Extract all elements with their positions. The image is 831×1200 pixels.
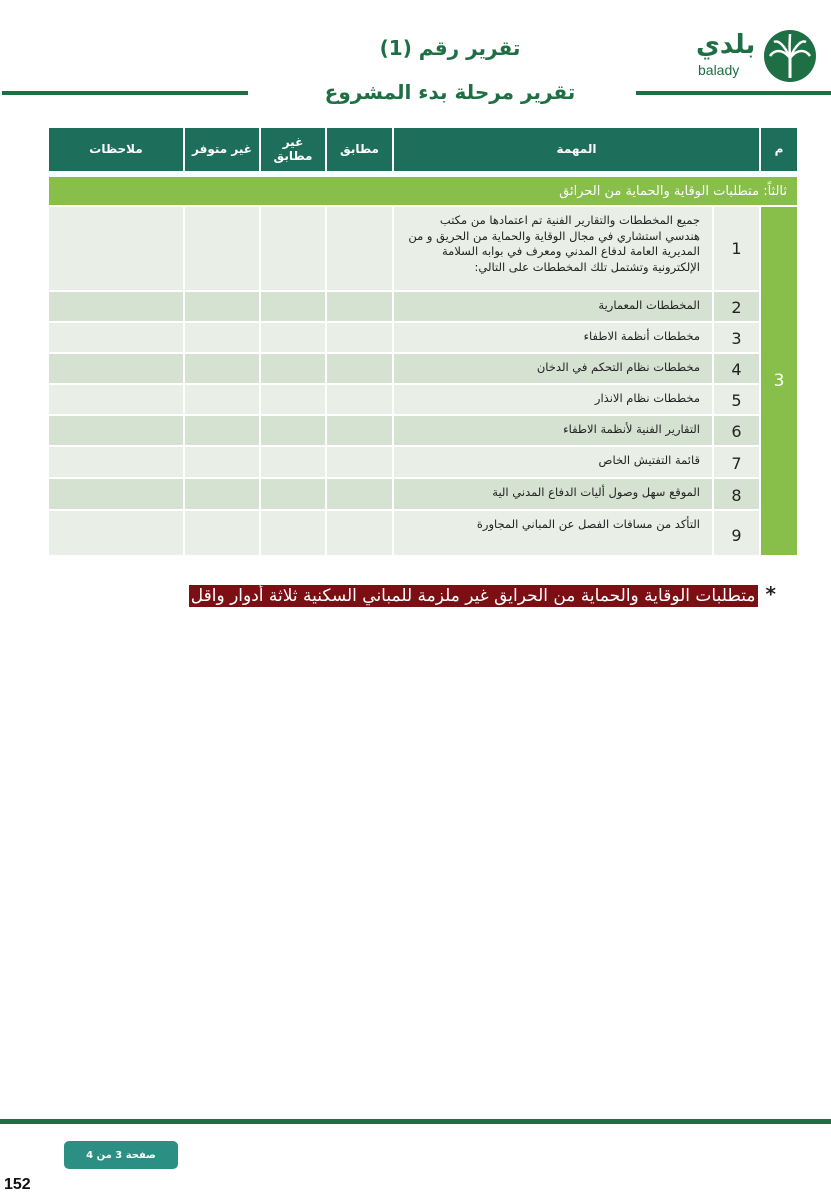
row-notes-cell[interactable] bbox=[48, 322, 184, 353]
row-notes-cell[interactable] bbox=[48, 478, 184, 510]
row-number: 6 bbox=[713, 415, 760, 446]
row-number: 9 bbox=[713, 510, 760, 556]
row-compliant-cell[interactable] bbox=[326, 353, 393, 384]
row-number: 1 bbox=[713, 206, 760, 291]
row-notes-cell[interactable] bbox=[48, 446, 184, 478]
row-unavailable-cell[interactable] bbox=[184, 384, 260, 415]
row-unavailable-cell[interactable] bbox=[184, 353, 260, 384]
row-noncompliant-cell[interactable] bbox=[260, 446, 326, 478]
row-compliant-cell[interactable] bbox=[326, 510, 393, 556]
row-unavailable-cell[interactable] bbox=[184, 478, 260, 510]
row-notes-cell[interactable] bbox=[48, 415, 184, 446]
row-compliant-cell[interactable] bbox=[326, 415, 393, 446]
row-task: مخططات نظام التحكم في الدخان bbox=[393, 353, 713, 384]
row-unavailable-cell[interactable] bbox=[184, 322, 260, 353]
row-compliant-cell[interactable] bbox=[326, 478, 393, 510]
row-number: 2 bbox=[713, 291, 760, 322]
fire-requirements-note bbox=[189, 582, 776, 606]
report-subtitle: تقرير مرحلة بدء المشروع bbox=[324, 80, 576, 104]
section-title-row: ثالثاً: متطلبات الوقاية والحماية من الحرائق bbox=[48, 176, 798, 206]
row-number: 8 bbox=[713, 478, 760, 510]
row-unavailable-cell[interactable] bbox=[184, 206, 260, 291]
row-noncompliant-cell[interactable] bbox=[260, 206, 326, 291]
row-notes-cell[interactable] bbox=[48, 510, 184, 556]
row-unavailable-cell[interactable] bbox=[184, 446, 260, 478]
row-task: التأكد من مسافات الفصل عن المباني المجاورة bbox=[393, 510, 713, 556]
header-rule-right bbox=[636, 91, 831, 95]
row-noncompliant-cell[interactable] bbox=[260, 415, 326, 446]
row-compliant-cell[interactable] bbox=[326, 206, 393, 291]
col-header-notes: ملاحظات bbox=[48, 127, 184, 172]
page-indicator-badge: صفحة 3 من 4 bbox=[64, 1141, 178, 1169]
palm-logo-icon bbox=[762, 28, 818, 84]
row-number: 5 bbox=[713, 384, 760, 415]
col-header-unavailable: غير متوفر bbox=[184, 127, 260, 172]
note-asterisk: * bbox=[765, 582, 776, 606]
page-number: 152 bbox=[4, 1176, 31, 1193]
row-unavailable-cell[interactable] bbox=[184, 510, 260, 556]
col-header-compliant: مطابق bbox=[326, 127, 393, 172]
row-task: التقارير الفنية لأنظمة الاطفاء bbox=[393, 415, 713, 446]
row-number: 7 bbox=[713, 446, 760, 478]
row-task: جميع المخططات والتقارير الفنية تم اعتمادها من مكتب هندسي استشاري في مجال الوقاية والحماية من الحريق و من المديرية العامة لدفاع المدني ومعرف في بوابه السلامة الإلكترونية وتشتمل تلك المخططات على التالي: bbox=[393, 206, 713, 291]
row-notes-cell[interactable] bbox=[48, 384, 184, 415]
row-notes-cell[interactable] bbox=[48, 353, 184, 384]
row-notes-cell[interactable] bbox=[48, 291, 184, 322]
note-text: متطلبات الوقاية والحماية من الحرايق غير ملزمة للمباني السكنية ثلاثة أدوار واقل bbox=[190, 586, 756, 606]
row-notes-cell[interactable] bbox=[48, 206, 184, 291]
row-compliant-cell[interactable] bbox=[326, 322, 393, 353]
row-task: الموقع سهل وصول أليات الدفاع المدني الية bbox=[393, 478, 713, 510]
col-header-task: المهمة bbox=[393, 127, 760, 172]
row-noncompliant-cell[interactable] bbox=[260, 510, 326, 556]
header-rule-left bbox=[2, 91, 248, 95]
row-number: 3 bbox=[713, 322, 760, 353]
row-noncompliant-cell[interactable] bbox=[260, 478, 326, 510]
row-unavailable-cell[interactable] bbox=[184, 291, 260, 322]
row-noncompliant-cell[interactable] bbox=[260, 353, 326, 384]
row-noncompliant-cell[interactable] bbox=[260, 384, 326, 415]
row-task: المخططات المعمارية bbox=[393, 291, 713, 322]
row-task: قائمة التفتيش الخاص bbox=[393, 446, 713, 478]
requirements-table bbox=[48, 127, 798, 556]
report-title: تقرير رقم (1) bbox=[379, 36, 521, 60]
logo-text-ar: بلدي bbox=[696, 30, 756, 60]
row-number: 4 bbox=[713, 353, 760, 384]
row-compliant-cell[interactable] bbox=[326, 291, 393, 322]
row-compliant-cell[interactable] bbox=[326, 384, 393, 415]
balady-logo bbox=[690, 26, 820, 84]
footer-rule bbox=[0, 1119, 831, 1124]
row-noncompliant-cell[interactable] bbox=[260, 322, 326, 353]
logo-text-en: balady bbox=[698, 62, 740, 78]
row-task: مخططات نظام الانذار bbox=[393, 384, 713, 415]
section-number-cell: 3 bbox=[760, 206, 798, 556]
row-noncompliant-cell[interactable] bbox=[260, 291, 326, 322]
col-header-num: م bbox=[760, 127, 798, 172]
row-compliant-cell[interactable] bbox=[326, 446, 393, 478]
row-task: مخططات أنظمة الاطفاء bbox=[393, 322, 713, 353]
col-header-noncompliant: غير مطابق bbox=[260, 127, 326, 172]
row-unavailable-cell[interactable] bbox=[184, 415, 260, 446]
